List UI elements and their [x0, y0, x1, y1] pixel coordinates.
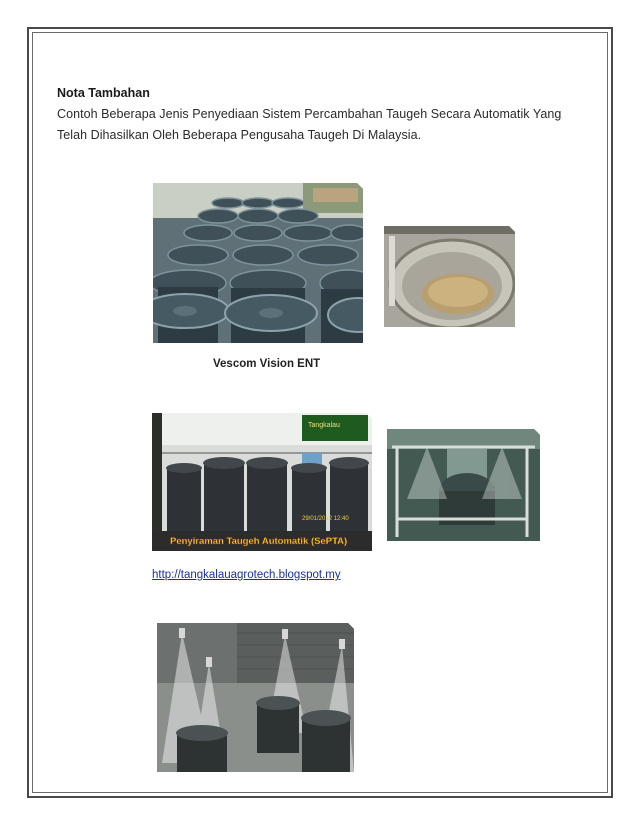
- note-text-line-1: Contoh Beberapa Jenis Penyediaan Sistem Percambahan Taugeh Secara Automatik Yang: [57, 107, 562, 121]
- note-text-line-2: Telah Dihasilkan Oleh Beberapa Pengusaha Taugeh Di Malaysia.: [57, 128, 422, 142]
- date-stamp: 29/01/2012 12:40: [302, 516, 349, 522]
- note-title: Nota Tambahan: [57, 86, 150, 100]
- logo-text: Tangkalau: [308, 422, 340, 429]
- photo-septa-bins: [146, 407, 378, 557]
- photo-misting-frame: [381, 423, 546, 547]
- photo-bins-rows: [147, 177, 369, 349]
- photo-seeds-container: [378, 220, 521, 333]
- photo-sprinkler-bins: [151, 617, 360, 778]
- blog-link[interactable]: http://tangkalauagrotech.blogspot.my: [152, 569, 341, 581]
- caption-vescom-vision: Vescom Vision ENT: [213, 358, 321, 370]
- banner-text: Penyiraman Taugeh Automatik (SePTA): [170, 536, 348, 547]
